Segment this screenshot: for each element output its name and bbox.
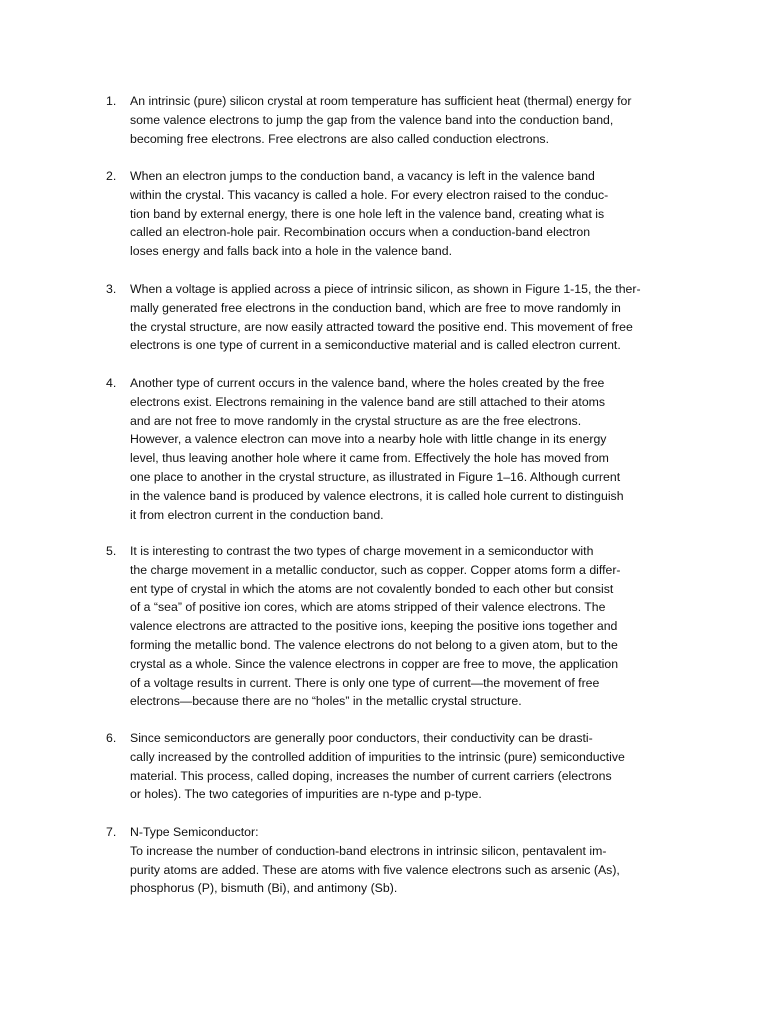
text-line: phosphorus (P), bismuth (Bi), and antimony (Sb). [130,881,398,896]
item-text [130,823,678,898]
text-line: electrons is one type of current in a semiconductive material and is called electron current. [130,338,621,353]
item-number: 7. [106,825,117,839]
text-line: material. This process, called doping, increases the number of current carriers (electrons [130,768,612,783]
text-line: ent type of crystal in which the atoms are not covalently bonded to each other but consist [130,581,614,596]
text-line: It is interesting to contrast the two types of charge movement in a semiconductor with [130,544,594,558]
text-line: and are not free to move randomly in the crystal structure as are the free electrons. [130,413,582,428]
text-line: However, a valence electron can move into a nearby hole with little change in its energy [130,432,607,447]
text-line: within the crystal. This vacancy is called a hole. For every electron raised to the conduc- [130,187,609,202]
item-text [130,92,678,148]
text-line: called an electron-hole pair. Recombination occurs when a conduction-band electron [130,225,591,240]
text-line: electrons exist. Electrons remaining in the valence band are still attached to their atoms [130,394,606,409]
section-heading: N-Type Semiconductor: [130,825,259,839]
item-number: 4. [106,376,117,390]
item-text [130,280,678,355]
text-line: To increase the number of conduction-band electrons in intrinsic silicon, pentavalent im- [130,843,607,858]
text-line: loses energy and falls back into a hole in the valence band. [130,244,452,259]
text-line: mally generated free electrons in the conduction band, which are free to move randomly in [130,300,621,315]
item-text [130,729,678,804]
item-number: 1. [106,94,117,108]
text-line: the crystal structure, are now easily attracted toward the positive end. This movement of free [130,319,633,334]
text-line: in the valence band is produced by valence electrons, it is called hole current to distinguish [130,488,624,503]
text-line: of a “sea” of positive ion cores, which are atoms stripped of their valence electrons. The [130,600,606,615]
item-number: 3. [106,282,117,296]
text-line: When a voltage is applied across a piece of intrinsic silicon, as shown in Figure 1-15, the ther- [130,282,641,296]
text-line: of a voltage results in current. There is only one type of current—the movement of free [130,675,600,690]
text-line: some valence electrons to jump the gap from the valence band into the conduction band, [130,112,614,127]
text-line: forming the metallic bond. The valence electrons do not belong to a given atom, but to the [130,637,618,652]
text-line: Another type of current occurs in the valence band, where the holes created by the free [130,376,605,390]
item-text [130,167,678,261]
text-line: tion band by external energy, there is one hole left in the valence band, creating what is [130,206,605,221]
item-text [130,374,678,524]
text-line: electrons—because there are no “holes” in the metallic crystal structure. [130,694,522,709]
text-line: An intrinsic (pure) silicon crystal at room temperature has sufficient heat (thermal) energy for [130,94,632,108]
text-line: Since semiconductors are generally poor conductors, their conductivity can be drasti- [130,731,593,745]
text-line: valence electrons are attracted to the positive ions, keeping the positive ions together and [130,619,618,634]
text-line: or holes). The two categories of impurities are n-type and p-type. [130,787,482,802]
text-line: becoming free electrons. Free electrons are also called conduction electrons. [130,131,550,146]
text-line: level, thus leaving another hole where it came from. Effectively the hole has moved from [130,451,609,466]
text-line: it from electron current in the conduction band. [130,507,384,522]
item-text [130,542,678,711]
item-number: 2. [106,169,117,183]
text-line: crystal as a whole. Since the valence electrons in copper are free to move, the application [130,656,619,671]
text-line: When an electron jumps to the conduction band, a vacancy is left in the valence band [130,169,595,183]
text-line: one place to another in the crystal structure, as illustrated in Figure 1–16. Although current [130,469,621,484]
item-number: 6. [106,731,117,745]
text-line: the charge movement in a metallic conductor, such as copper. Copper atoms form a differ- [130,562,621,577]
text-line: cally increased by the controlled addition of impurities to the intrinsic (pure) semiconductive [130,749,625,764]
text-line: purity atoms are added. These are atoms with five valence electrons such as arsenic (As), [130,862,620,877]
item-number: 5. [106,544,117,558]
